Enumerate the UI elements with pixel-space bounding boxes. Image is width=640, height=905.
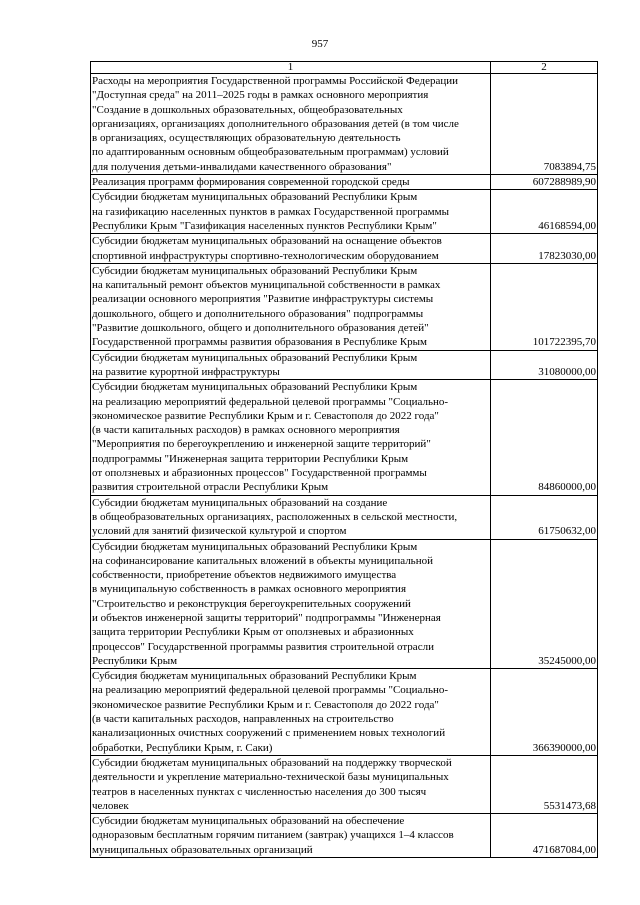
row-description: Субсидии бюджетам муниципальных образований Республики Крым на капитальный ремонт объектов муниципальной собственности в рамках реализации основного мероприятия "Развитие инфраструктуры системы дошкольного, общего и дополнительного образования" подпрограммы "Развитие дошкольного, общего и дополнительного образования детей" Государственной программы развития образования в Республике Крым [91,263,491,350]
table-row [91,175,598,190]
column-header-1: 1 [91,62,491,74]
row-description: Субсидии бюджетам муниципальных образований на оснащение объектов спортивной инфраструктуры спортивно-технологическим оборудованием [91,234,491,264]
row-amount: 84860000,00 [491,380,598,495]
row-amount: 46168594,00 [491,190,598,234]
column-header-2: 2 [491,62,598,74]
table-row [91,755,598,813]
table-row [91,380,598,495]
row-amount: 7083894,75 [491,74,598,175]
table-row [91,234,598,264]
row-description: Субсидии бюджетам муниципальных образований на поддержку творческой деятельности и укрепление материально-технической базы муниципальных театров в населенных пунктах с численностью населения до 300 тысяч человек [91,755,491,813]
row-amount: 366390000,00 [491,669,598,756]
page-number: 957 [311,38,329,50]
row-amount: 31080000,00 [491,350,598,380]
row-amount: 471687084,00 [491,814,598,858]
table-row [91,669,598,756]
row-description: Субсидии бюджетам муниципальных образований Республики Крым на газификацию населенных пунктов в рамках Государственной программы Республики Крым "Газификация населенных пунктов Республики Крым" [91,190,491,234]
row-amount: 101722395,70 [491,263,598,350]
row-description: Субсидии бюджетам муниципальных образований на обеспечение одноразовым бесплатным горячим питанием (завтрак) учащихся 1–4 классов муниципальных образовательных организаций [91,814,491,858]
row-amount: 35245000,00 [491,539,598,669]
table-row [91,814,598,858]
row-description: Субсидии бюджетам муниципальных образований Республики Крым на софинансирование капитальных вложений в объекты муниципальной собственности, приобретение объектов недвижимого имущества в муниципальную собственность в рамках основного мероприятия "Строительство и реконструкция берегоукрепительных сооружений и объектов инженерной защиты территорий" подпрограммы "Инженерная защита территории Республики Крым от оползневых и абразионных процессов" Государственной программы развития строительной отрасли Республики Крым [91,539,491,669]
row-description: Субсидии бюджетам муниципальных образований на создание в общеобразовательных организациях, расположенных в сельской местности, условий для занятий физической культурой и спортом [91,495,491,539]
row-description: Субсидии бюджетам муниципальных образований Республики Крым на реализацию мероприятий федеральной целевой программы "Социально- экономическое развитие Республики Крым и г. Севастополя до 2022 года" (в части капитальных расходов) в рамках основного мероприятия "Мероприятия по берегоукреплению и инженерной защите территорий" подпрограммы "Инженерная защита территории Республики Крым от оползневых и абразионных процессов" Государственной программы развития строительной отрасли Республики Крым [91,380,491,495]
table-row [91,190,598,234]
table-row [91,495,598,539]
table-row [91,263,598,350]
row-amount: 61750632,00 [491,495,598,539]
row-description: Субсидии бюджетам муниципальных образований Республики Крым на развитие курортной инфраструктуры [91,350,491,380]
row-description: Расходы на мероприятия Государственной программы Российской Федерации "Доступная среда" на 2011–2025 годы в рамках основного мероприятия "Создание в дошкольных образовательных, общеобразовательных организациях, организациях дополнительного образования детей (в том числе в организациях, осуществляющих образовательную деятельность по адаптированным основным общеобразовательным программам) условий для получения детьми-инвалидами качественного образования" [91,74,491,175]
row-amount: 607288989,90 [491,175,598,190]
row-amount: 5531473,68 [491,755,598,813]
table-header-row [91,62,598,74]
row-amount: 17823030,00 [491,234,598,264]
table-row [91,74,598,175]
table-row [91,539,598,669]
table-row [91,350,598,380]
row-description: Субсидия бюджетам муниципальных образований Республики Крым на реализацию мероприятий федеральной целевой программы "Социально- экономическое развитие Республики Крым и г. Севастополя до 2022 года" (в части капитальных расходов, направленных на строительство канализационных очистных сооружений с применением новых технологий обработки, Республики Крым, г. Саки) [91,669,491,756]
row-description: Реализация программ формирования современной городской среды [91,175,491,190]
budget-table [90,61,598,858]
